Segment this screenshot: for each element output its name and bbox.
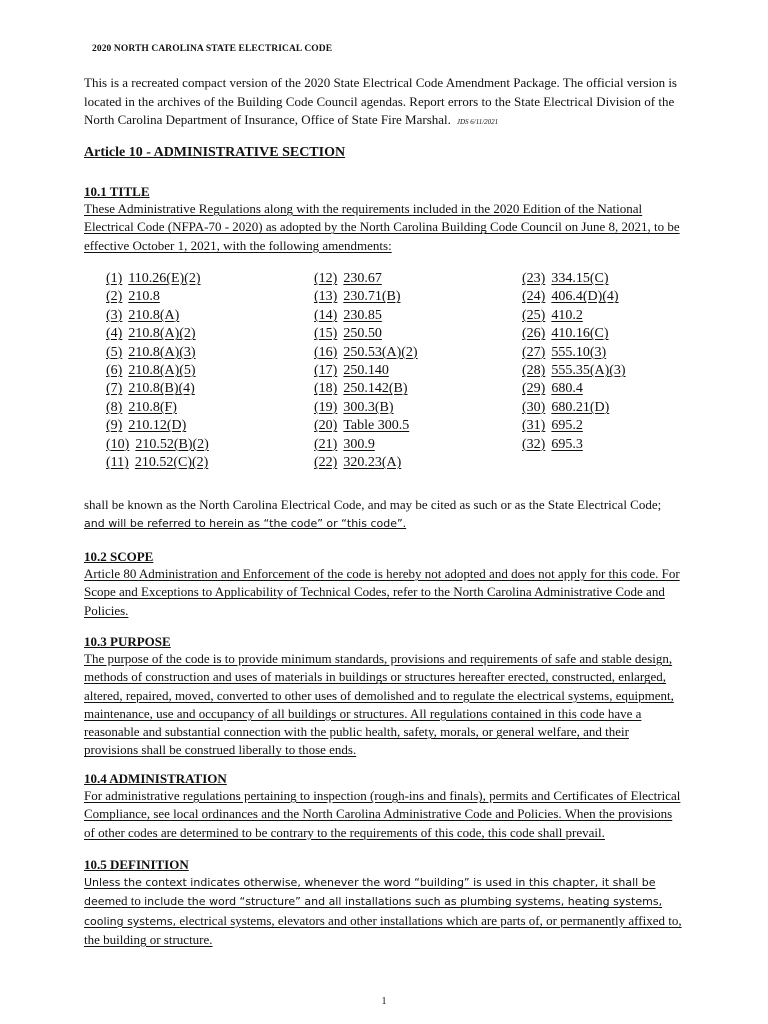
amendment-item [314, 362, 418, 380]
amendment-reference: 210.52(B)(2) [135, 436, 209, 452]
amendment-item [522, 344, 626, 362]
amendment-item [522, 362, 626, 380]
amendment-item [522, 436, 626, 454]
amendment-reference: 250.50 [343, 326, 382, 342]
amendment-item [106, 399, 209, 417]
amendment-number: (26) [522, 326, 546, 342]
revision-stamp: JDS 6/11/2021 [456, 118, 499, 126]
amendment-reference: 320.23(A) [343, 454, 402, 470]
section-body-scope: Article 80 Administration and Enforcement of the code is hereby not adopted and does not apply for this code. For Scope and Exceptions to Applicability of Technical Codes, refer to the North Carolina Administrative Code and Policies. [84, 566, 680, 618]
amendment-reference: 210.8(A)(5) [128, 362, 196, 378]
amendment-number: (21) [314, 436, 338, 452]
amendment-number: (14) [314, 307, 338, 323]
amendment-item [106, 454, 209, 472]
amendment-reference: 410.16(C) [551, 326, 609, 342]
amendment-reference: 210.8(A)(2) [128, 326, 196, 342]
amendment-item [106, 380, 209, 398]
amendment-reference: 250.53(A)(2) [343, 344, 418, 360]
amendment-item [522, 380, 626, 398]
amendment-reference: 210.12(D) [128, 418, 187, 434]
definition-part-1-end: ed to [115, 893, 141, 909]
amendment-reference: 695.2 [551, 418, 583, 434]
amendment-number: (22) [314, 454, 338, 470]
amendment-number: (7) [106, 381, 123, 397]
amendment-item [314, 436, 418, 454]
citation-line-1: shall be known as the North Carolina Electrical Code, and may be cited as such or as the State Electrical Code; [84, 497, 662, 512]
amendment-number: (18) [314, 381, 338, 397]
amendment-reference: 250.142(B) [343, 381, 408, 397]
amendment-reference: 210.8(F) [128, 399, 177, 415]
amendment-number: (3) [106, 307, 123, 323]
amendment-reference: Table 300.5 [343, 418, 410, 434]
section-body-purpose: The purpose of the code is to provide minimum standards, provisions and requirements of safe and stable design, methods of construction and uses of materials in buildings or structures hereafter erected, constructed, enlarged, altered, repaired, moved, converted to other uses of demolished and to regulate the electrical systems, equipment, maintenance, use and occupancy of all buildings or structures. All regulations contained in this code have a reasonable and substantial connection with the public health, safety, morals, or general welfare, and their provisions shall be construed liberally to those ends. [84, 651, 674, 758]
amendment-item [106, 417, 209, 435]
amendment-item [314, 399, 418, 417]
amendment-number: (17) [314, 362, 338, 378]
section-definition [84, 856, 684, 949]
amendment-item [314, 380, 418, 398]
intro-text: This is a recreated compact version of the 2020 State Electrical Code Amendment Package. The official version is located in the archives of the Building Code Council agendas. Report errors to the State Electrical Division of the North Carolina Department of Insurance, Office of State Fire Marshal. [84, 75, 677, 127]
amendment-reference: 210.8(A)(3) [128, 344, 196, 360]
amendment-number: (6) [106, 362, 123, 378]
section-body-administration: For administrative regulations pertaining to inspection (rough-ins and finals), permits and Certificates of Electrical Compliance, see local ordinances and the North Carolina Administrative Code and Policies. When the provisions of other codes are determined to be contrary to the requirements of this code, this code shall prevail. [84, 788, 681, 840]
section-purpose [84, 633, 684, 760]
amendment-item [106, 307, 209, 325]
amendment-item [314, 344, 418, 362]
amendment-reference: 300.3(B) [343, 399, 394, 415]
amendment-item [522, 325, 626, 343]
amendment-number: (23) [522, 271, 546, 286]
amendment-number: (32) [522, 436, 546, 452]
amendment-item [522, 417, 626, 435]
amendment-number: (19) [314, 399, 338, 415]
amendment-reference: 555.35(A)(3) [551, 362, 626, 378]
amendment-item [522, 399, 626, 417]
amendment-reference: 680.4 [551, 381, 583, 397]
section-heading-scope: 10.2 SCOPE [84, 549, 154, 564]
amendment-number: (31) [522, 418, 546, 434]
amendment-item [314, 288, 418, 306]
amendment-reference: 300.9 [343, 436, 375, 452]
amendment-reference: 230.67 [343, 271, 382, 286]
amendment-reference: 210.8(B)(4) [128, 381, 195, 397]
definition-typed-part-2: include the word “structure” and all installations such as plumbing systems, heating systems, cooling systems, [84, 895, 663, 928]
amendment-reference: 230.85 [343, 307, 382, 323]
amendment-reference: 680.21(D) [551, 399, 610, 415]
citation-paragraph [84, 496, 684, 533]
amendment-number: (9) [106, 418, 123, 434]
amendment-item [106, 436, 209, 454]
amendments-column-1 [106, 270, 209, 472]
amendment-item [522, 270, 626, 288]
amendment-number: (13) [314, 289, 338, 305]
section-title [84, 183, 684, 255]
section-heading-administration: 10.4 ADMINISTRATION [84, 771, 227, 786]
amendment-item [314, 417, 418, 435]
amendment-number: (27) [522, 344, 546, 360]
amendment-reference: 334.15(C) [551, 271, 609, 286]
amendment-number: (25) [522, 307, 546, 323]
amendment-number: (24) [522, 289, 546, 305]
amendments-column-2 [314, 270, 418, 472]
amendment-item [106, 325, 209, 343]
amendment-reference: 210.52(C)(2) [134, 454, 209, 470]
section-administration [84, 770, 684, 842]
section-body-definition [84, 873, 684, 949]
amendment-item [522, 307, 626, 325]
amendment-item [522, 288, 626, 306]
amendment-reference: 695.3 [551, 436, 583, 452]
amendment-item [106, 288, 209, 306]
amendment-item [106, 270, 209, 288]
citation-line-2: and will be referred to herein as “the code” or “this code”. [84, 516, 407, 530]
amendment-reference: 230.71(B) [343, 289, 401, 305]
amendment-number: (8) [106, 399, 123, 415]
amendment-number: (12) [314, 271, 338, 286]
amendment-reference: 410.2 [551, 307, 583, 323]
section-heading-definition: 10.5 DEFINITION [84, 857, 189, 872]
amendment-number: (30) [522, 399, 546, 415]
amendment-reference: 210.8(A) [128, 307, 180, 323]
amendments-column-3 [522, 270, 626, 454]
amendment-number: (15) [314, 326, 338, 342]
document-header: 2020 NORTH CAROLINA STATE ELECTRICAL CODE [92, 44, 333, 54]
amendment-item [106, 362, 209, 380]
definition-typed-part-1: Unless the context indicates otherwise, whenever the word “building” is used in this chapter, it shall be deem [84, 876, 656, 909]
amendment-number: (4) [106, 326, 123, 342]
section-heading-title: 10.1 TITLE [84, 184, 150, 199]
page-number: 1 [381, 996, 387, 1007]
amendment-item [106, 344, 209, 362]
section-body-title: These Administrative Regulations along with the requirements included in the 2020 Edition of the National Electrical Code (NFPA-70 - 2020) as adopted by the North Carolina Building Code Council on June 8, 2021, to be effective October 1, 2021, with the following amendments: [84, 201, 680, 253]
amendment-number: (11) [106, 454, 129, 470]
amendment-reference: 110.26(E)(2) [128, 271, 201, 286]
amendment-number: (29) [522, 381, 546, 397]
amendment-number: (10) [106, 436, 130, 452]
amendment-number: (2) [106, 289, 123, 305]
section-heading-purpose: 10.3 PURPOSE [84, 634, 171, 649]
amendment-reference: 555.10(3) [551, 344, 607, 360]
amendment-number: (1) [106, 271, 123, 286]
amendment-reference: 250.140 [343, 362, 389, 378]
amendment-item [314, 454, 418, 472]
article-title: Article 10 - ADMINISTRATIVE SECTION [84, 145, 346, 160]
definition-part-2: electrical systems, elevators and other installations which are parts of, or permanently affixed to, the building or structure. [84, 912, 682, 947]
amendment-number: (20) [314, 418, 338, 434]
amendment-item [314, 325, 418, 343]
intro-paragraph [84, 74, 684, 132]
amendment-number: (5) [106, 344, 123, 360]
amendment-item [314, 307, 418, 325]
amendment-reference: 406.4(D)(4) [551, 289, 619, 305]
section-scope [84, 548, 684, 620]
amendment-reference: 210.8 [128, 289, 160, 305]
amendment-item [314, 270, 418, 288]
amendment-number: (28) [522, 362, 546, 378]
amendment-number: (16) [314, 344, 338, 360]
